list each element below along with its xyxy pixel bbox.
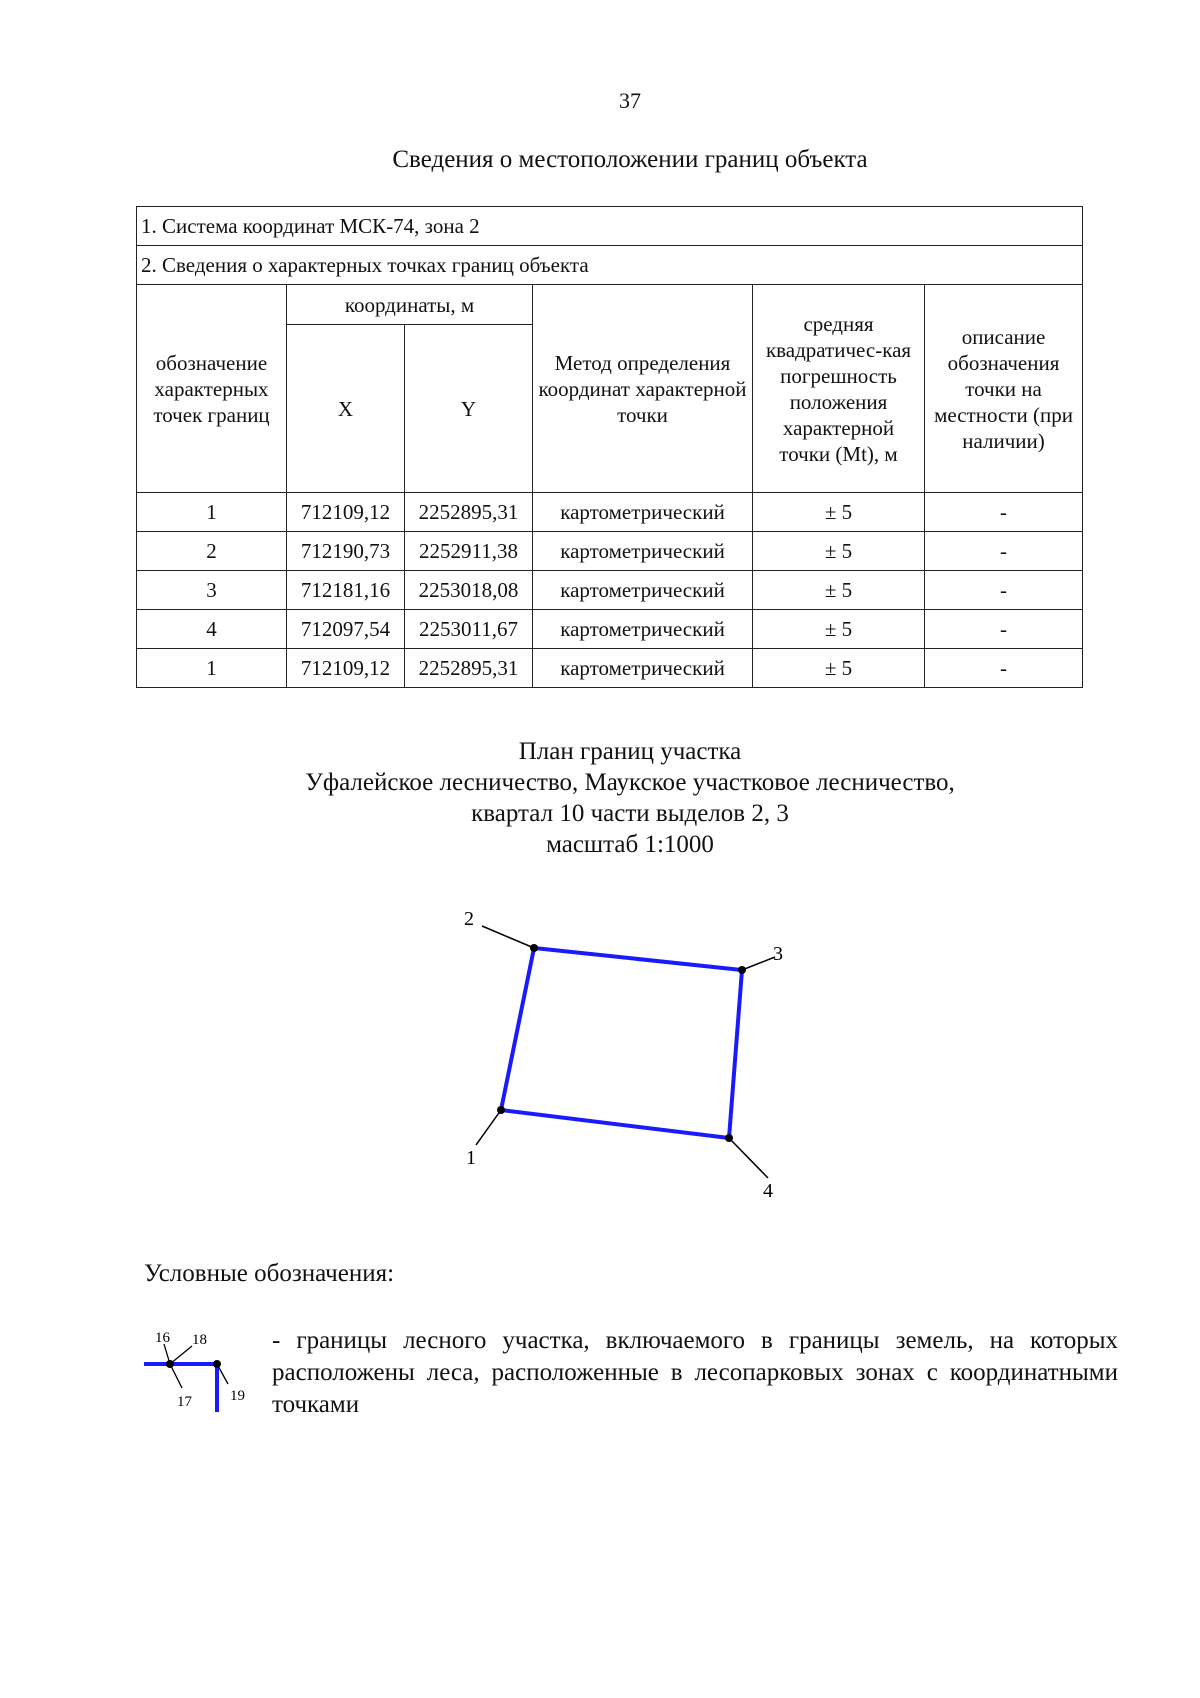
plan-heading xyxy=(0,736,1200,860)
leader-line-2 xyxy=(482,926,534,948)
characteristic-points-row: 2. Сведения о характерных точках границ объекта xyxy=(137,246,1083,285)
cell-y: 2252895,31 xyxy=(405,649,533,688)
header-y: Y xyxy=(405,325,533,493)
cell-point: 1 xyxy=(137,493,287,532)
legend-label-17: 17 xyxy=(177,1394,192,1410)
cell-y: 2252895,31 xyxy=(405,493,533,532)
cell-method: картометрический xyxy=(533,571,753,610)
cell-description: - xyxy=(925,532,1083,571)
header-error: средняя квадратичес-кая погрешность положения характерной точки (Mt), м xyxy=(753,285,925,493)
cell-y: 2252911,38 xyxy=(405,532,533,571)
legend-label-16: 16 xyxy=(155,1330,170,1346)
cell-point: 3 xyxy=(137,571,287,610)
plan-title: План границ участка xyxy=(518,738,742,765)
plan-location: Уфалейское лесничество, Маукское участковое лесничество, xyxy=(305,769,955,796)
boundary-legend-symbol xyxy=(140,1330,260,1420)
legend-leader-17 xyxy=(170,1364,182,1388)
header-method: Метод определения координат характерной точки xyxy=(533,285,753,493)
plan-scale: масштаб 1:1000 xyxy=(546,831,714,858)
boundary-polygon xyxy=(501,948,742,1138)
coordinate-system-row: 1. Система координат МСК-74, зона 2 xyxy=(137,207,1083,246)
cell-point: 1 xyxy=(137,649,287,688)
cell-y: 2253011,67 xyxy=(405,610,533,649)
cell-x: 712109,12 xyxy=(287,493,405,532)
legend-label-18: 18 xyxy=(192,1332,207,1348)
cell-point: 4 xyxy=(137,610,287,649)
boundary-point-2 xyxy=(530,944,538,952)
cell-error: ± 5 xyxy=(753,649,925,688)
coordinates-table xyxy=(136,206,1083,688)
legend-title: Условные обозначения: xyxy=(144,1260,395,1287)
legend-point-a xyxy=(166,1360,174,1368)
plan-quarter: квартал 10 части выделов 2, 3 xyxy=(471,800,789,827)
header-x: X xyxy=(287,325,405,493)
cell-description: - xyxy=(925,493,1083,532)
cell-error: ± 5 xyxy=(753,610,925,649)
table-row xyxy=(137,493,1083,532)
leader-line-1 xyxy=(476,1110,501,1145)
cell-description: - xyxy=(925,571,1083,610)
cell-error: ± 5 xyxy=(753,532,925,571)
point-label-4: 4 xyxy=(763,1180,773,1202)
cell-method: картометрический xyxy=(533,610,753,649)
cell-method: картометрический xyxy=(533,649,753,688)
header-designation: обозначение характерных точек границ xyxy=(137,285,287,493)
document-title: Сведения о местоположении границ объекта xyxy=(392,146,868,173)
cell-x: 712190,73 xyxy=(287,532,405,571)
cell-x: 712097,54 xyxy=(287,610,405,649)
cell-point: 2 xyxy=(137,532,287,571)
cell-y: 2253018,08 xyxy=(405,571,533,610)
cell-description: - xyxy=(925,610,1083,649)
boundary-plan xyxy=(440,900,820,1220)
boundary-point-1 xyxy=(497,1106,505,1114)
leader-line-4 xyxy=(729,1138,768,1178)
page-number: 37 xyxy=(619,88,641,113)
table-row xyxy=(137,649,1083,688)
legend-leader-18 xyxy=(170,1346,192,1364)
cell-x: 712109,12 xyxy=(287,649,405,688)
cell-method: картометрический xyxy=(533,532,753,571)
cell-x: 712181,16 xyxy=(287,571,405,610)
point-label-3: 3 xyxy=(773,943,783,965)
header-coordinates: координаты, м xyxy=(287,285,533,325)
legend-description: - границы лесного участка, включаемого в границы земель, на которых расположены леса, расположенные в лесопарковых зонах с координатными точками xyxy=(272,1327,1118,1418)
point-label-2: 2 xyxy=(464,908,474,930)
cell-error: ± 5 xyxy=(753,493,925,532)
legend-point-b xyxy=(213,1360,221,1368)
legend-label-19: 19 xyxy=(230,1388,245,1404)
boundary-point-3 xyxy=(738,966,746,974)
table-row xyxy=(137,532,1083,571)
header-description: описание обозначения точки на местности (при наличии) xyxy=(925,285,1083,493)
cell-method: картометрический xyxy=(533,493,753,532)
cell-description: - xyxy=(925,649,1083,688)
boundary-point-4 xyxy=(725,1134,733,1142)
table-row xyxy=(137,571,1083,610)
leader-line-3 xyxy=(742,957,775,970)
cell-error: ± 5 xyxy=(753,571,925,610)
point-label-1: 1 xyxy=(466,1147,476,1169)
table-row xyxy=(137,610,1083,649)
